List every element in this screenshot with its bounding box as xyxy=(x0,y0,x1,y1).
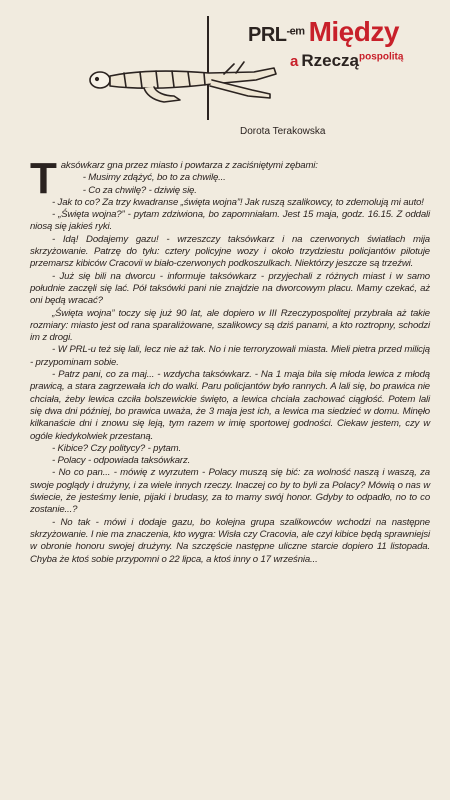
article-paragraph: - No tak - mówi i dodaje gazu, bo kolejna grupa szalikowców wchodzi na następne skrzyżowanie. I nie ma znaczenia, kto wygra: Wisła czy Cracovia, ale czyi kibice będą sprawniejsi w obronie honoru swojej drużyny. Na szczęście następne uliczne starcie dopiero 11 listopada. Chyba że ktoś sobie przypomni o 22 lipca, a ktoś inny o 17 września... xyxy=(30,516,430,565)
logo-title-word2: Rzeczą xyxy=(301,51,359,70)
article-body xyxy=(30,154,430,566)
article-paragraph: - Co za chwilę? - dziwię się. xyxy=(82,184,197,196)
article-paragraph: - Polacy - odpowiada taksówkarz. xyxy=(52,455,191,467)
article-paragraph: - Idą! Dodajemy gazu! - wrzeszczy taksówkarz i na czerwonych światłach mija skrzyżowanie. Patrzę do tyłu: cztery policyjne wozy i około trzydziestu policjantów pilotuje przemarsz kibiców Cracovii w biało-czerwonych podkoszulkach. Niektórzy jeszcze są trzeźwi. xyxy=(30,233,430,270)
column-logo-line1 xyxy=(248,18,399,46)
article-paragraph: „Święta wojna” toczy się już 90 lat, ale dopiero w III Rzeczypospolitej przybrała aż takie rozmiary: miasto jest od rana sparaliżowane, szalikowcy są dziś panami, a kto roztropny, schodzi im z drogi. xyxy=(30,307,430,344)
logo-title-word1: Między xyxy=(308,16,399,47)
article-paragraph: - Już się bili na dworcu - informuje taksówkarz - przyjechali z różnych miast i w samo południe zaczęli się lać. Pół taksówki pani nie znajdzie na dworcowym placu. Mamy czekać, aż oni będą wracać? xyxy=(30,270,430,307)
drop-cap: T xyxy=(30,154,57,203)
author-name: Dorota Terakowska xyxy=(240,126,326,137)
logo-prefix-sup: -em xyxy=(286,25,305,38)
article-paragraph: - Jak to co? Za trzy kwadranse „święta wojna”! Jak ruszą szalikowcy, to zdemolują mi auto! xyxy=(52,196,424,208)
logo-conjunction: a xyxy=(290,53,299,70)
logo-title-sup: pospolitą xyxy=(358,51,404,63)
article-paragraph: - W PRL-u też się lali, lecz nie aż tak. No i nie terroryzowali miasta. Mieli pietra przed milicją - przypominam sobie. xyxy=(30,344,430,368)
article-paragraph: - No co pan... - mówię z wyrzutem - Polacy muszą się bić: za wolność naszą i waszą, za swoje poglądy i drużyny, i za wiele innych rzeczy. Inaczej co by to byli za Polacy? Mówią o nas w świecie, że jesteśmy lenie, pijaki i brudasy, za to mamy swój honor. Gdyby to odpadło, no to co zostanie...? xyxy=(30,467,430,516)
column-logo-line2 xyxy=(290,52,403,70)
article-paragraph: - Musimy zdążyć, bo to za chwilę... xyxy=(82,172,226,184)
logo-prefix: PRL xyxy=(248,24,287,46)
article-paragraph: - Kibice? Czy politycy? - pytam. xyxy=(52,442,182,454)
article-paragraph: - „Święta wojna?” - pytam zdziwiona, bo zapomniałam. Jest 15 maja, godz. 16.15. Z oddali niosą się jakieś ryki. xyxy=(30,209,430,233)
article-paragraph: - Patrz pani, co za maj... - wzdycha taksówkarz. - Na 1 maja bila się młoda lewica z młodą prawicą, a stara zagrzewała ich do walki. Paru policjantów było rannych. A lali się, bo prawica nie chciała, żeby lewica czciła bolszewickie święto, a lewica chciała zachować ciągłość. Potem lali się dwa dni później, bo prawica uważa, że 3 maja jest ich, a lewica ma siedzieć w domu. Minęło kilkanaście dni i znowu się leją, tym razem w imię sportowej godności. Ciekaw jestem, czy w ogóle kiedykolwiek przestaną. xyxy=(30,369,430,442)
column-header xyxy=(0,0,450,150)
article-paragraph: aksówkarz gna przez miasto i powtarza z zaciśniętymi zębami: xyxy=(60,160,318,171)
lying-figure-icon xyxy=(84,60,280,106)
